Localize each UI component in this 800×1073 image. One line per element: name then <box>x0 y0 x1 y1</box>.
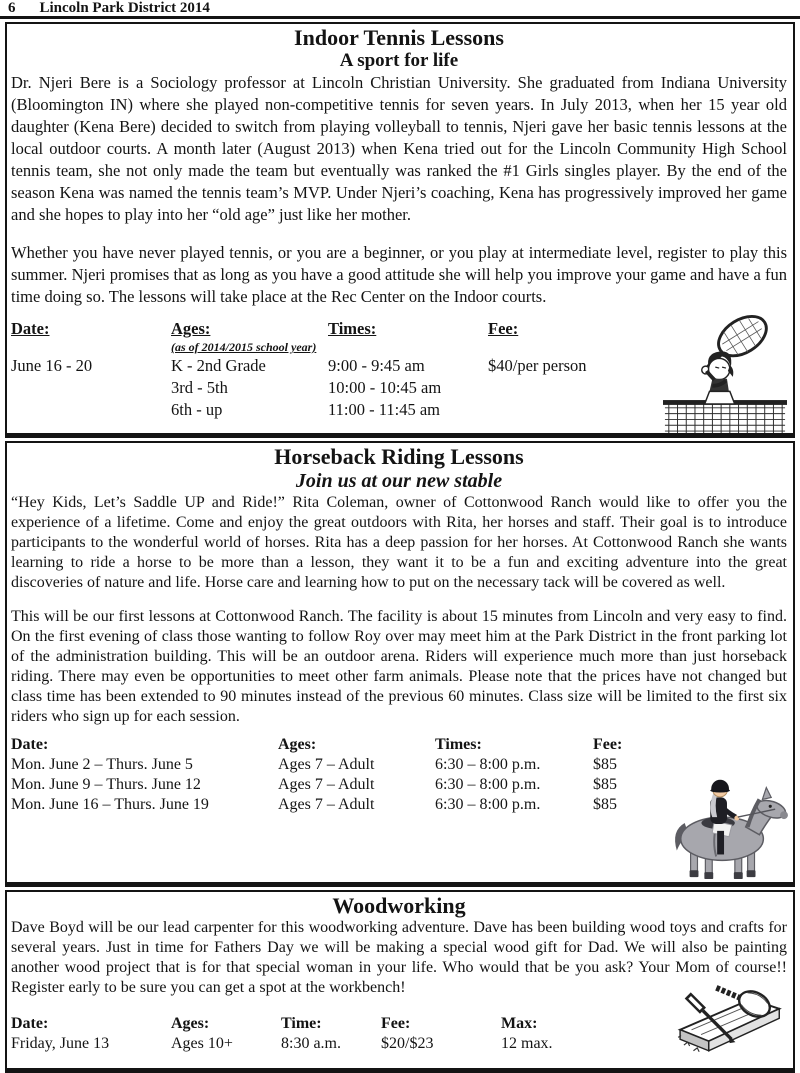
horseback-subtitle: Join us at our new stable <box>295 470 503 492</box>
column-header-ages: Ages: <box>171 319 211 338</box>
page-title: Lincoln Park District 2014 <box>39 0 210 16</box>
table-cell: $85 <box>593 756 617 773</box>
table-cell: $85 <box>593 776 617 793</box>
column-header-max: Max: <box>501 1015 538 1032</box>
column-header-ages: Ages: <box>171 1015 210 1032</box>
tennis-title: Indoor Tennis Lessons <box>294 25 504 50</box>
mallet-and-chisel-illustration <box>659 984 787 1066</box>
table-cell: 6:30 – 8:00 p.m. <box>435 756 541 773</box>
horse-and-rider-illustration <box>661 764 791 882</box>
section-woodworking <box>5 890 795 1073</box>
page-header <box>0 0 800 15</box>
header-rule <box>0 16 800 19</box>
page-number: 6 <box>8 0 16 16</box>
column-header-ages: Ages: <box>278 736 317 753</box>
ages-note: (as of 2014/2015 school year) <box>171 340 317 354</box>
tennis-subtitle: A sport for life <box>339 50 459 71</box>
column-header-fee: Fee: <box>593 736 623 753</box>
table-cell: Mon. June 9 – Thurs. June 12 <box>11 776 201 793</box>
table-cell: 3rd - 5th <box>171 378 228 397</box>
horseback-title: Horseback Riding Lessons <box>274 444 524 469</box>
table-cell: Friday, June 13 <box>11 1035 110 1052</box>
table-cell: 12 max. <box>501 1035 553 1052</box>
table-cell: 6:30 – 8:00 p.m. <box>435 796 541 813</box>
tennis-times-column <box>328 318 488 421</box>
table-cell: Mon. June 2 – Thurs. June 5 <box>11 756 193 773</box>
table-cell: June 16 - 20 <box>11 356 93 375</box>
table-cell: 6th - up <box>171 400 223 419</box>
column-header-date: Date: <box>11 1015 49 1032</box>
table-cell: Ages 7 – Adult <box>278 756 375 773</box>
column-header-fee: Fee: <box>381 1015 411 1032</box>
tennis-ages-column <box>171 318 328 421</box>
horseback-paragraph-2: This will be our first lessons at Cottonwood Ranch. The facility is about 15 minutes from Lincoln and very easy to find. On the first evening of class those wanting to follow Roy over may meet him at the Park District in the front parking lot of the administration building. This will be an outdoor arena. Riders will experience much more than just horseback riding. There may even be opportunities to meet other farm animals. Please note that the prices have not changed but class time has been extended to 90 minutes instead of the previous 60 minutes. Class size will be limited to the first six riders who sign up for each session. <box>11 608 787 725</box>
table-cell: $85 <box>593 796 617 813</box>
table-cell: K - 2nd Grade <box>171 356 266 375</box>
column-header-time: Time: <box>281 1015 322 1032</box>
table-cell: Ages 7 – Adult <box>278 796 375 813</box>
woodworking-title: Woodworking <box>332 893 466 918</box>
table-cell: 6:30 – 8:00 p.m. <box>435 776 541 793</box>
section-indoor-tennis <box>5 22 795 438</box>
tennis-paragraph-1: Dr. Njeri Bere is a Sociology professor at Lincoln Christian University. She graduated from Indiana University (Bloomington IN) where she played non-competitive tennis for seven years. In July 2013, when her 15 year old daughter (Kena Bere) decided to switch from playing volleyball to tennis, Njeri gave her basic tennis lessons at the local outdoor courts. A month later (August 2013) when Kena tried out for the Lincoln Community High School tennis team, she not only made the team but eventually was ranked the #1 Girls singles player. By the end of the season Kena was named the tennis team’s MVP. Under Njeri’s coaching, Kena has progressively improved her game and she hopes to play into her “old age” just like her mother. <box>11 73 787 224</box>
table-cell: 8:30 a.m. <box>281 1035 341 1052</box>
tennis-paragraph-2: Whether you have never played tennis, or you are a beginner, or you play at intermediate level, register to play this summer. Njeri promises that as long as you have a good attitude she will help you improve your game and have a fun time doing so. The lessons will take place at the Rec Center on the Indoor courts. <box>11 243 787 306</box>
table-cell: 10:00 - 10:45 am <box>328 378 442 397</box>
table-cell: 9:00 - 9:45 am <box>328 356 425 375</box>
woodworking-paragraph: Dave Boyd will be our lead carpenter for this woodworking adventure. Dave has been building wood toys and crafts for several years. Just in time for Fathers Day we will be making a special wood gift for Dad. We will also be painting another wood project that is for that special woman in your life. Who would that be you ask? Your Mom of course!! Register early to be sure you can get a spot at the workbench! <box>11 919 787 996</box>
column-header-times: Times: <box>328 319 377 338</box>
horseback-paragraph-1: “Hey Kids, Let’s Saddle UP and Ride!” Rita Coleman, owner of Cottonwood Ranch would like to offer you the experience of a lifetime. Come and enjoy the great outdoors with Rita, her horses and staff. Their goal is to introduce participants to the wonderful world of horses. Rita has a deep passion for her horses. At Cottonwood Ranch she wants learning to ride a horse to be more than a lesson, they want it to be a fun and exciting adventure into the great discoveries of nature and life. Horse care and learning how to put on the necessary tack will be covered as well. <box>11 494 787 591</box>
table-cell: Ages 7 – Adult <box>278 776 375 793</box>
tennis-player-illustration <box>661 309 789 433</box>
section-horseback-riding <box>5 441 795 887</box>
table-cell: Ages 10+ <box>171 1035 233 1052</box>
table-cell: $20/$23 <box>381 1035 434 1052</box>
table-cell: $40/per person <box>488 356 587 375</box>
column-header-times: Times: <box>435 736 482 753</box>
column-header-date: Date: <box>11 319 50 338</box>
table-cell: Mon. June 16 – Thurs. June 19 <box>11 796 209 813</box>
tennis-date-column <box>11 318 171 421</box>
column-header-fee: Fee: <box>488 319 519 338</box>
table-cell: 11:00 - 11:45 am <box>328 400 440 419</box>
column-header-date: Date: <box>11 736 49 753</box>
